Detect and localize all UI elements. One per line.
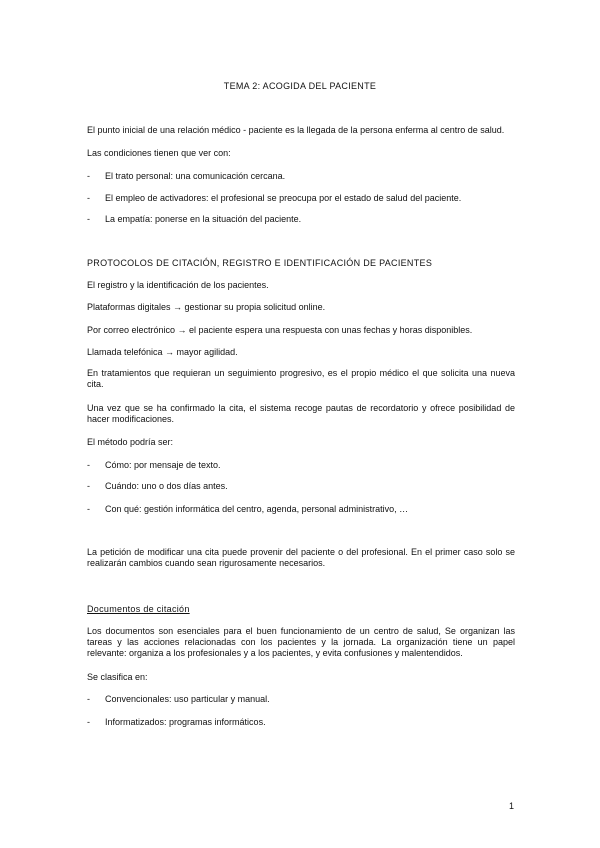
- paragraph: Por correo electrónico → el paciente espera una respuesta con unas fechas y horas disponibles.: [87, 325, 473, 335]
- list-item-text: Con qué: gestión informática del centro, agenda, personal administrativo, …: [105, 504, 409, 514]
- paragraph: Plataformas digitales → gestionar su propia solicitud online.: [87, 302, 326, 312]
- page-number: 1: [509, 801, 515, 811]
- bullet-dash: -: [87, 214, 90, 224]
- list-item: [87, 481, 228, 492]
- list-item: [87, 193, 461, 204]
- bullet-dash: -: [87, 460, 90, 470]
- list-item-text: La empatía: ponerse en la situación del paciente.: [105, 214, 302, 224]
- section-heading: PROTOCOLOS DE CITACIÓN, REGISTRO E IDENTIFICACIÓN DE PACIENTES: [87, 258, 433, 268]
- list-item: [87, 214, 301, 225]
- intro-paragraph: Las condiciones tienen que ver con:: [87, 148, 231, 158]
- list-item: [87, 694, 270, 705]
- list-item: [87, 460, 221, 471]
- list-item: [87, 717, 266, 728]
- list-item-text: El trato personal: una comunicación cercana.: [105, 171, 286, 181]
- paragraph: Se clasifica en:: [87, 672, 148, 682]
- page-title: TEMA 2: ACOGIDA DEL PACIENTE: [223, 81, 377, 91]
- paragraph: Los documentos son esenciales para el buen funcionamiento de un centro de salud, Se organizan las tareas y las acciones relacionadas con los pacientes y la jornada. La organización tiene un papel relevante: organiza a los profesionales y a los pacientes, y evita confusiones y malentendidos.: [87, 626, 515, 658]
- bullet-dash: -: [87, 481, 90, 491]
- bullet-dash: -: [87, 171, 90, 181]
- paragraph: La petición de modificar una cita puede provenir del paciente o del profesional. En el primer caso solo se realizarán cambios cuando sean rigurosamente necesarios.: [87, 547, 515, 568]
- bullet-dash: -: [87, 193, 90, 203]
- bullet-dash: -: [87, 504, 90, 514]
- bullet-dash: -: [87, 694, 90, 704]
- paragraph: Llamada telefónica → mayor agilidad.: [87, 347, 238, 357]
- bullet-dash: -: [87, 717, 90, 727]
- paragraph: El registro y la identificación de los pacientes.: [87, 280, 269, 290]
- list-item-text: Convencionales: uso particular y manual.: [105, 694, 270, 704]
- list-item-text: Cómo: por mensaje de texto.: [105, 460, 221, 470]
- intro-paragraph: El punto inicial de una relación médico - paciente es la llegada de la persona enferma al centro de salud.: [87, 125, 505, 135]
- list-item-text: El empleo de activadores: el profesional se preocupa por el estado de salud del paciente.: [105, 193, 462, 203]
- subsection-heading: Documentos de citación: [87, 604, 190, 614]
- list-item: [87, 504, 408, 515]
- list-item: [87, 171, 285, 182]
- paragraph: Una vez que se ha confirmado la cita, el sistema recoge pautas de recordatorio y ofrece posibilidad de hacer modificaciones.: [87, 403, 515, 424]
- list-item-text: Informatizados: programas informáticos.: [105, 717, 266, 727]
- list-item-text: Cuándo: uno o dos días antes.: [105, 481, 228, 491]
- paragraph: El método podría ser:: [87, 437, 174, 447]
- paragraph: En tratamientos que requieran un seguimiento progresivo, es el propio médico el que solicita una nueva cita.: [87, 368, 515, 389]
